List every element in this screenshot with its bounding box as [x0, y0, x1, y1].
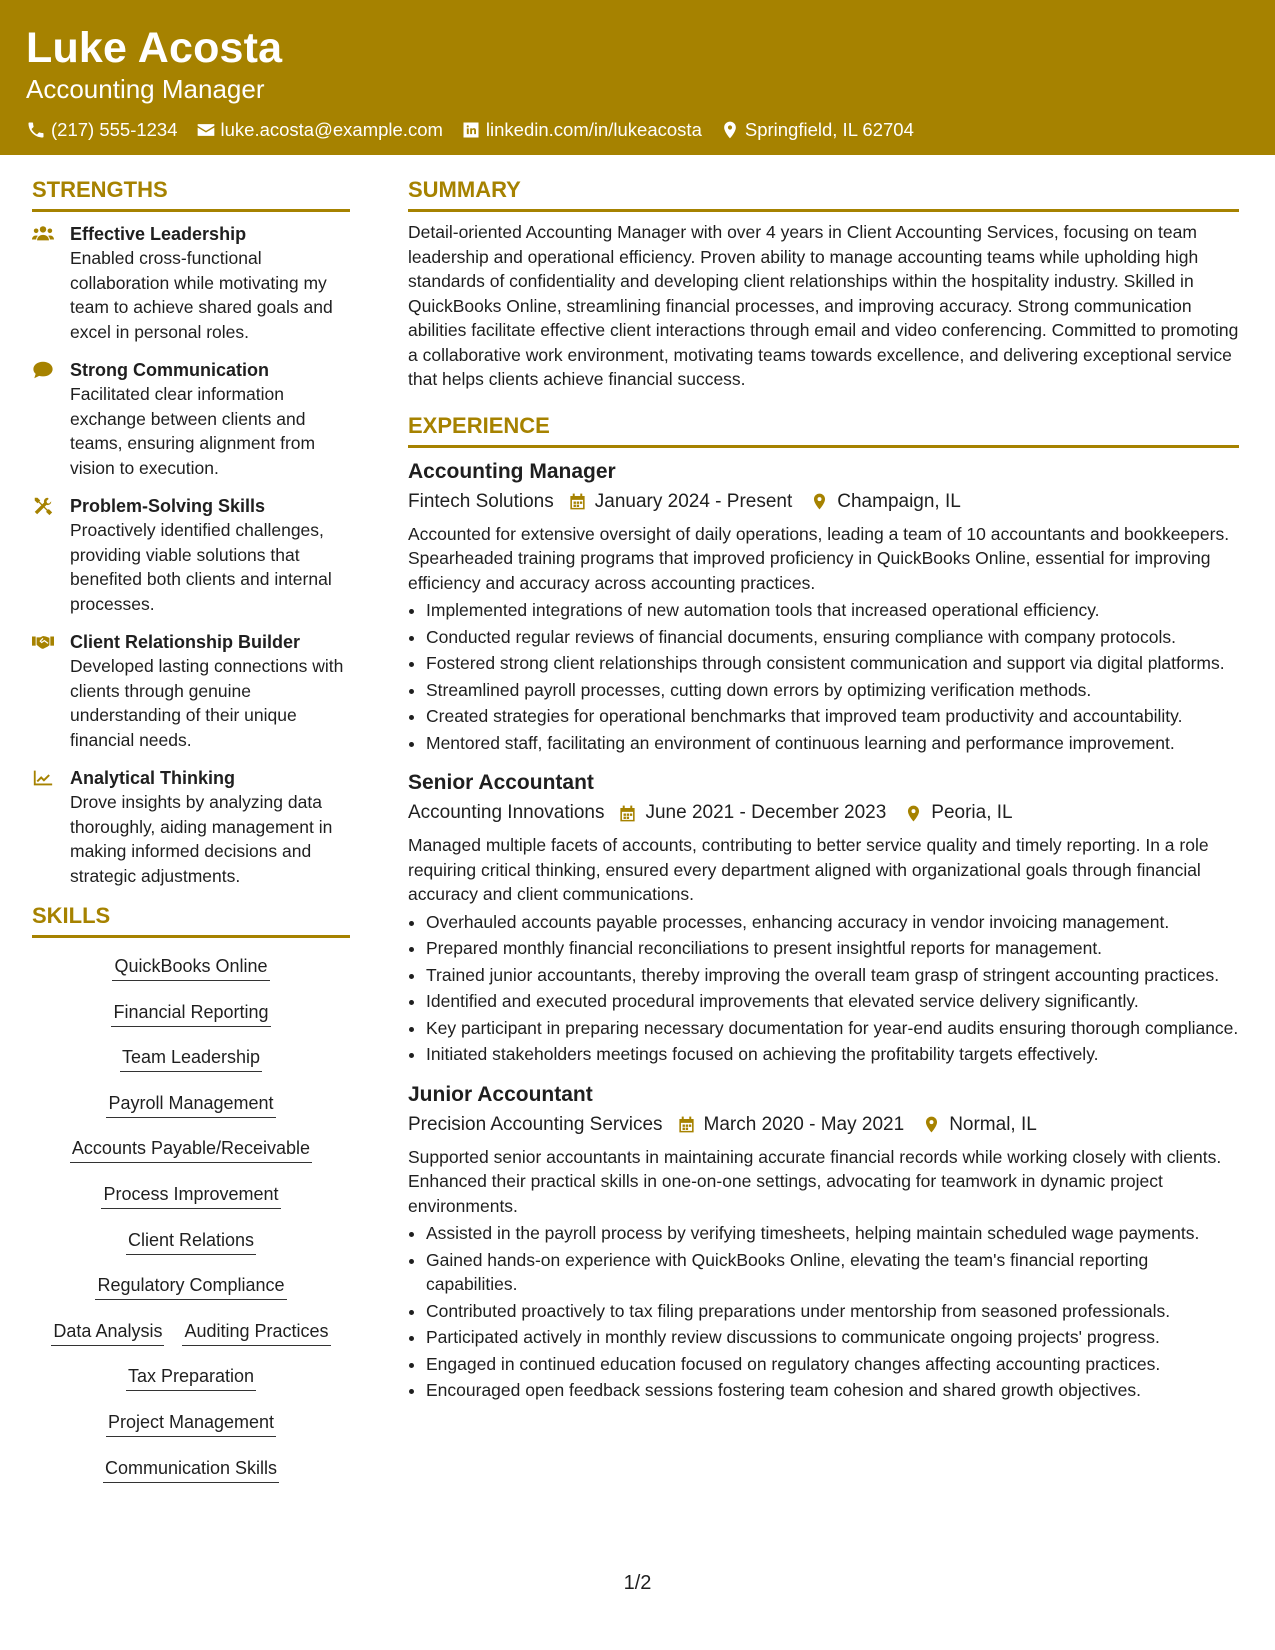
- skills-row: [32, 1456, 350, 1483]
- skills-row: [32, 1045, 350, 1072]
- skill-tag: Client Relations: [126, 1228, 256, 1255]
- job-bullet: • Fostered strong client relationships through consistent communication and support via digital platforms.: [426, 651, 1239, 676]
- strength-item: [32, 630, 350, 752]
- strengths-heading: STRENGTHS: [32, 176, 350, 212]
- job-bullet: • Created strategies for operational benchmarks that improved team productivity and accountability.: [426, 704, 1239, 729]
- left-column: [32, 176, 350, 1483]
- job-bullet: • Implemented integrations of new automation tools that increased operational efficiency.: [426, 598, 1239, 623]
- linkedin-text: linkedin.com/in/lukeacosta: [485, 119, 702, 140]
- location-text: Springfield, IL 62704: [744, 119, 914, 140]
- job-bullets: [408, 1221, 1239, 1403]
- job-bullet: • Engaged in continued education focused on regulatory changes affecting accounting practices.: [426, 1352, 1239, 1377]
- skills-heading: SKILLS: [32, 902, 350, 938]
- job-entry: [408, 1081, 1239, 1403]
- strength-desc: Enabled cross-functional collaboration while motivating my team to achieve shared goals and excel in personal roles.: [70, 248, 333, 342]
- contact-linkedin[interactable]: [461, 118, 702, 142]
- skill-tag: Communication Skills: [103, 1456, 279, 1483]
- job-bullet: • Streamlined payroll processes, cutting down errors by optimizing verification methods.: [426, 678, 1239, 703]
- calendar-icon: [677, 1115, 696, 1134]
- skill-tag: Accounts Payable/Receivable: [70, 1136, 312, 1163]
- strength-item: [32, 766, 350, 888]
- job-meta: [408, 488, 1239, 516]
- chat-icon: [32, 360, 54, 380]
- job-meta: [408, 799, 1239, 827]
- strength-item: [32, 222, 350, 344]
- handshake-icon: [32, 632, 54, 652]
- contact-location: [720, 118, 914, 142]
- job-bullet: • Conducted regular reviews of financial documents, ensuring compliance with company protocols.: [426, 625, 1239, 650]
- strength-desc: Proactively identified challenges, providing viable solutions that benefited both clients and internal processes.: [70, 520, 332, 614]
- contact-phone[interactable]: [26, 118, 178, 142]
- page-number: 1/2: [623, 1572, 652, 1594]
- strength-desc: Drove insights by analyzing data thoroughly, aiding management in making informed decisions and strategic adjustments.: [70, 792, 333, 886]
- skill-tag: Tax Preparation: [126, 1364, 256, 1391]
- job-bullet: • Gained hands-on experience with QuickBooks Online, elevating the team's financial reporting capabilities.: [426, 1248, 1239, 1297]
- map-marker-icon: [810, 492, 829, 511]
- email-text: luke.acosta@example.com: [220, 119, 443, 140]
- skill-tag: Auditing Practices: [182, 1319, 330, 1346]
- phone-icon: [26, 120, 46, 140]
- users-icon: [32, 224, 54, 244]
- job-title: Accounting Manager: [408, 459, 616, 483]
- job-location: Normal, IL: [949, 1113, 1037, 1135]
- experience-list: [408, 458, 1239, 1403]
- skills-row: [32, 1319, 350, 1346]
- strength-title: Problem-Solving Skills: [70, 496, 266, 516]
- skill-tag: Data Analysis: [51, 1319, 164, 1346]
- skills-row: [32, 1273, 350, 1300]
- phone-text: (217) 555-1234: [51, 119, 178, 140]
- job-title: Senior Accountant: [408, 771, 594, 794]
- chart-line-icon: [32, 768, 54, 788]
- job-dates: March 2020 - May 2021: [703, 1113, 905, 1135]
- map-marker-icon: [904, 804, 923, 823]
- job-bullet: • Initiated stakeholders meetings focused on achieving the profitability targets effectively.: [426, 1042, 1239, 1067]
- calendar-icon: [568, 492, 587, 511]
- job-description: Managed multiple facets of accounts, contributing to better service quality and timely reporting. In a role requiring critical thinking, ensured every department aligned with organizational goals through financial accuracy and client communications.: [408, 835, 1209, 904]
- skills-list: [32, 948, 350, 1483]
- strength-desc: Facilitated clear information exchange between clients and teams, ensuring alignment from vision to execution.: [70, 384, 316, 478]
- job-location: Champaign, IL: [837, 490, 961, 512]
- job-bullet: • Overhauled accounts payable processes, enhancing accuracy in vendor invoicing management.: [426, 910, 1239, 935]
- tools-icon: [32, 496, 54, 516]
- job-bullet: • Mentored staff, facilitating an environment of continuous learning and performance improvement.: [426, 731, 1239, 756]
- skill-tag: Payroll Management: [106, 1091, 275, 1118]
- job-company: Precision Accounting Services: [408, 1113, 663, 1135]
- strength-title: Client Relationship Builder: [70, 632, 301, 652]
- skill-tag: Project Management: [106, 1410, 276, 1437]
- summary-heading: SUMMARY: [408, 176, 1239, 212]
- strength-item: [32, 358, 350, 480]
- candidate-title: Accounting Manager: [26, 74, 265, 104]
- job-meta: [408, 1111, 1239, 1139]
- skill-tag: QuickBooks Online: [112, 954, 269, 981]
- job-bullets: [408, 910, 1239, 1067]
- experience-heading: EXPERIENCE: [408, 412, 1239, 448]
- skills-row: [32, 1091, 350, 1118]
- skills-row: [32, 1228, 350, 1255]
- job-bullet: • Contributed proactively to tax filing preparations under mentorship from seasoned professionals.: [426, 1299, 1239, 1324]
- strength-title: Strong Communication: [70, 360, 269, 380]
- contact-bar: [26, 118, 1249, 142]
- skill-tag: Regulatory Compliance: [95, 1273, 286, 1300]
- calendar-icon: [618, 804, 637, 823]
- job-bullet: • Key participant in preparing necessary documentation for year-end audits ensuring thorough compliance.: [426, 1016, 1239, 1041]
- job-bullet: • Participated actively in monthly review discussions to communicate ongoing projects' progress.: [426, 1325, 1239, 1350]
- job-bullet: • Assisted in the payroll process by verifying timesheets, helping maintain scheduled wage payments.: [426, 1221, 1239, 1246]
- job-company: Fintech Solutions: [408, 490, 554, 512]
- skill-tag: Process Improvement: [101, 1182, 280, 1209]
- skills-row: [32, 1410, 350, 1437]
- skills-row: [32, 1364, 350, 1391]
- job-title: Junior Accountant: [408, 1082, 593, 1106]
- skills-row: [32, 954, 350, 981]
- job-bullets: [408, 598, 1239, 755]
- candidate-name: Luke Acosta: [26, 24, 283, 72]
- skills-row: [32, 1182, 350, 1209]
- linkedin-icon: [461, 120, 481, 140]
- job-entry: [408, 769, 1239, 1067]
- strength-title: Analytical Thinking: [70, 768, 236, 788]
- skills-row: [32, 1136, 350, 1163]
- job-dates: January 2024 - Present: [594, 490, 793, 512]
- job-bullet: • Encouraged open feedback sessions fostering team cohesion and shared growth objectives.: [426, 1378, 1239, 1403]
- envelope-icon: [196, 120, 216, 140]
- summary-text: Detail-oriented Accounting Manager with over 4 years in Client Accounting Services, focusing on team leadership and operational efficiency. Proven ability to manage accounting teams while upholding high standards of confidentiality and developing client relationships within the hospitality industry. Skilled in QuickBooks Online, streamlining financial processes, and improving accuracy. Strong communication abilities facilitate effective client interactions through email and video conferencing. Committed to promoting a collaborative work environment, motivating teams towards excellence, and delivering exceptional service that helps clients achieve financial success.: [408, 222, 1239, 389]
- map-marker-icon: [922, 1115, 941, 1134]
- job-bullet: • Prepared monthly financial reconciliations to present insightful reports for management.: [426, 936, 1239, 961]
- skills-section: [32, 902, 350, 1483]
- skills-row: [32, 1000, 350, 1027]
- map-marker-icon: [720, 120, 740, 140]
- job-bullet: • Trained junior accountants, thereby improving the overall team grasp of stringent accounting practices.: [426, 963, 1239, 988]
- skill-tag: Financial Reporting: [111, 1000, 270, 1027]
- job-entry: [408, 458, 1239, 756]
- contact-email[interactable]: [196, 118, 443, 142]
- skill-tag: Team Leadership: [120, 1045, 262, 1072]
- job-company: Accounting Innovations: [408, 802, 605, 823]
- job-description: Supported senior accountants in maintaining accurate financial records while working closely with clients. Enhanced their practical skills in one-on-one settings, advocating for teamwork in dynamic project environments.: [408, 1146, 1222, 1216]
- strength-item: [32, 494, 350, 616]
- job-dates: June 2021 - December 2023: [645, 802, 887, 823]
- job-description: Accounted for extensive oversight of daily operations, leading a team of 10 accountants and bookkeepers. Spearheaded training programs that improved proficiency in QuickBooks Online, essential for improving efficiency and accuracy across accounting practices.: [408, 523, 1230, 593]
- resume-header: [0, 0, 1275, 155]
- job-bullet: • Identified and executed procedural improvements that elevated service delivery significantly.: [426, 989, 1239, 1014]
- strength-title: Effective Leadership: [70, 224, 247, 244]
- right-column: [408, 176, 1239, 1417]
- strength-desc: Developed lasting connections with clients through genuine understanding of their unique financial needs.: [70, 656, 344, 750]
- job-location: Peoria, IL: [931, 802, 1013, 823]
